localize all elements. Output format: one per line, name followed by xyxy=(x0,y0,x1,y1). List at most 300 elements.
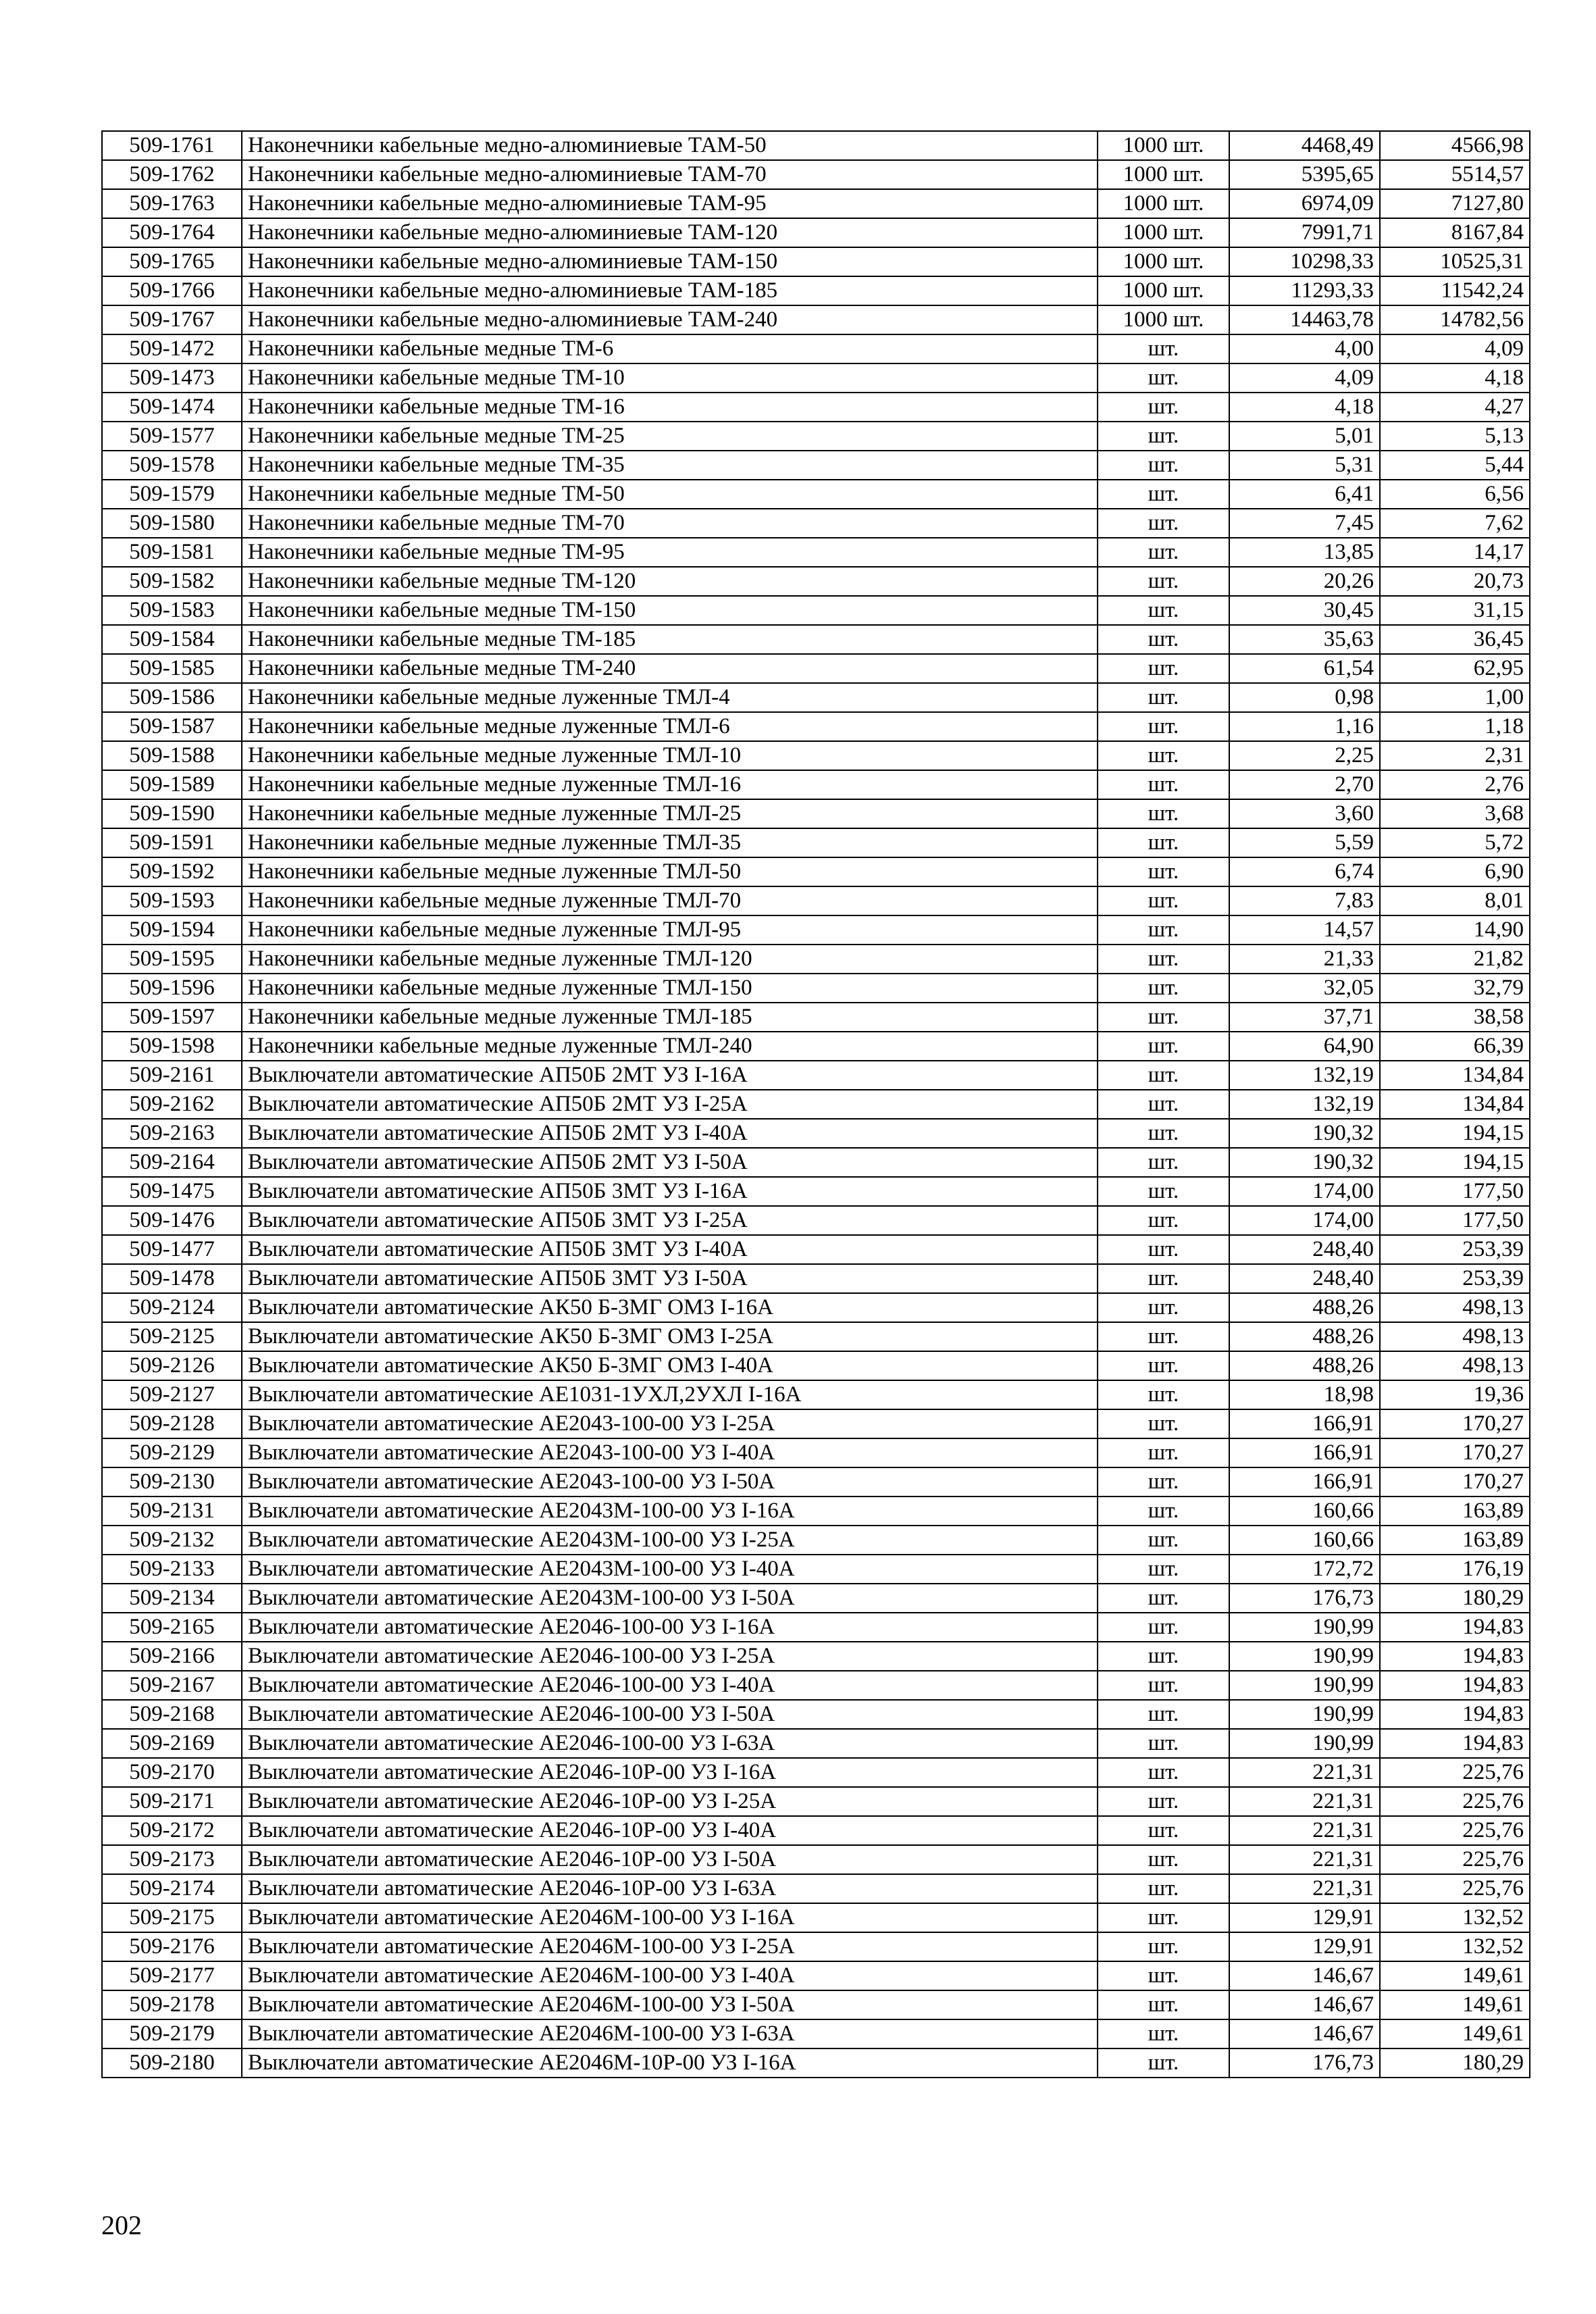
item-price-1: 160,66 xyxy=(1229,1526,1380,1555)
item-unit: 1000 шт. xyxy=(1098,218,1229,247)
item-name: Наконечники кабельные медные луженные ТМЛ-120 xyxy=(242,945,1098,974)
item-name: Наконечники кабельные медные ТМ-6 xyxy=(242,334,1098,363)
item-price-1: 6,74 xyxy=(1229,857,1380,886)
item-name: Наконечники кабельные медные ТМ-150 xyxy=(242,596,1098,625)
item-code: 509-1595 xyxy=(102,945,242,974)
item-name: Наконечники кабельные медно-алюминиевые ТАМ-240 xyxy=(242,305,1098,334)
item-unit: шт. xyxy=(1098,334,1229,363)
item-name: Наконечники кабельные медно-алюминиевые ТАМ-185 xyxy=(242,276,1098,305)
item-price-1: 21,33 xyxy=(1229,945,1380,974)
table-row xyxy=(102,160,1530,189)
item-unit: шт. xyxy=(1098,945,1229,974)
item-code: 509-1472 xyxy=(102,334,242,363)
item-price-1: 190,99 xyxy=(1229,1671,1380,1700)
item-unit: 1000 шт. xyxy=(1098,305,1229,334)
item-name: Выключатели автоматические АЕ2046-100-00 УЗ I-63А xyxy=(242,1729,1098,1758)
item-unit: 1000 шт. xyxy=(1098,247,1229,276)
table-row xyxy=(102,770,1530,799)
item-price-1: 6974,09 xyxy=(1229,189,1380,218)
table-row xyxy=(102,625,1530,654)
item-name: Выключатели автоматические АЕ2046-100-00 УЗ I-16А xyxy=(242,1613,1098,1642)
item-unit: шт. xyxy=(1098,1467,1229,1496)
item-price-2: 19,36 xyxy=(1380,1380,1530,1409)
item-price-2: 225,76 xyxy=(1380,1787,1530,1816)
item-name: Наконечники кабельные медные ТМ-10 xyxy=(242,363,1098,393)
table-row xyxy=(102,189,1530,218)
table-row xyxy=(102,567,1530,596)
item-price-2: 38,58 xyxy=(1380,1003,1530,1032)
item-unit: шт. xyxy=(1098,1380,1229,1409)
item-name: Выключатели автоматические АЕ2043М-100-00 УЗ I-40А xyxy=(242,1555,1098,1584)
item-price-1: 248,40 xyxy=(1229,1235,1380,1264)
item-code: 509-2166 xyxy=(102,1642,242,1671)
item-name: Наконечники кабельные медные луженные ТМЛ-6 xyxy=(242,712,1098,741)
item-price-1: 176,73 xyxy=(1229,2048,1380,2078)
item-price-1: 64,90 xyxy=(1229,1032,1380,1061)
item-code: 509-2179 xyxy=(102,2019,242,2048)
item-code: 509-1598 xyxy=(102,1032,242,1061)
page-number: 202 xyxy=(101,2210,142,2240)
item-code: 509-2165 xyxy=(102,1613,242,1642)
item-price-1: 174,00 xyxy=(1229,1206,1380,1235)
item-price-1: 488,26 xyxy=(1229,1351,1380,1380)
table-row xyxy=(102,712,1530,741)
item-unit: шт. xyxy=(1098,1845,1229,1874)
item-unit: шт. xyxy=(1098,1090,1229,1119)
item-price-2: 31,15 xyxy=(1380,596,1530,625)
item-name: Выключатели автоматические АЕ2046М-100-00 УЗ I-40А xyxy=(242,1961,1098,1990)
item-unit: шт. xyxy=(1098,915,1229,945)
item-price-2: 225,76 xyxy=(1380,1874,1530,1903)
table-row xyxy=(102,1961,1530,1990)
item-code: 509-2170 xyxy=(102,1758,242,1787)
item-price-1: 488,26 xyxy=(1229,1322,1380,1351)
table-row xyxy=(102,1409,1530,1438)
table-row xyxy=(102,2048,1530,2078)
item-name: Выключатели автоматические АЕ2046-10Р-00 УЗ I-50А xyxy=(242,1845,1098,1874)
item-price-1: 10298,33 xyxy=(1229,247,1380,276)
item-price-1: 190,99 xyxy=(1229,1729,1380,1758)
table-row xyxy=(102,915,1530,945)
table-row xyxy=(102,1874,1530,1903)
table-row xyxy=(102,363,1530,393)
item-name: Выключатели автоматические АЕ2046-10Р-00 УЗ I-63А xyxy=(242,1874,1098,1903)
item-code: 509-1477 xyxy=(102,1235,242,1264)
item-name: Выключатели автоматические АП50Б 2МТ УЗ I-16А xyxy=(242,1061,1098,1090)
item-price-2: 7,62 xyxy=(1380,509,1530,538)
item-unit: шт. xyxy=(1098,1496,1229,1526)
item-unit: шт. xyxy=(1098,1351,1229,1380)
item-name: Выключатели автоматические АП50Б 3МТ УЗ I-16А xyxy=(242,1177,1098,1206)
item-name: Наконечники кабельные медные луженные ТМЛ-240 xyxy=(242,1032,1098,1061)
item-name: Наконечники кабельные медные луженные ТМЛ-50 xyxy=(242,857,1098,886)
table-row xyxy=(102,305,1530,334)
item-price-2: 5514,57 xyxy=(1380,160,1530,189)
item-price-1: 13,85 xyxy=(1229,538,1380,567)
item-name: Наконечники кабельные медно-алюминиевые ТАМ-150 xyxy=(242,247,1098,276)
item-name: Выключатели автоматические АЕ2043-100-00 УЗ I-25А xyxy=(242,1409,1098,1438)
item-price-2: 177,50 xyxy=(1380,1177,1530,1206)
table-row xyxy=(102,945,1530,974)
item-name: Наконечники кабельные медные ТМ-240 xyxy=(242,654,1098,683)
item-price-2: 14782,56 xyxy=(1380,305,1530,334)
item-code: 509-1591 xyxy=(102,828,242,857)
item-name: Выключатели автоматические АЕ2046-100-00 УЗ I-50А xyxy=(242,1700,1098,1729)
item-price-1: 221,31 xyxy=(1229,1787,1380,1816)
item-price-2: 225,76 xyxy=(1380,1845,1530,1874)
table-row xyxy=(102,1642,1530,1671)
item-code: 509-1587 xyxy=(102,712,242,741)
item-unit: шт. xyxy=(1098,1642,1229,1671)
item-price-1: 146,67 xyxy=(1229,2019,1380,2048)
item-price-2: 8167,84 xyxy=(1380,218,1530,247)
item-price-2: 163,89 xyxy=(1380,1526,1530,1555)
table-row xyxy=(102,1380,1530,1409)
item-code: 509-2130 xyxy=(102,1467,242,1496)
item-code: 509-2125 xyxy=(102,1322,242,1351)
item-price-2: 5,72 xyxy=(1380,828,1530,857)
item-name: Наконечники кабельные медные луженные ТМЛ-16 xyxy=(242,770,1098,799)
item-price-2: 2,76 xyxy=(1380,770,1530,799)
item-code: 509-1474 xyxy=(102,393,242,422)
table-row xyxy=(102,1293,1530,1322)
item-price-2: 10525,31 xyxy=(1380,247,1530,276)
item-name: Наконечники кабельные медные луженные ТМЛ-35 xyxy=(242,828,1098,857)
item-code: 509-2162 xyxy=(102,1090,242,1119)
table-row xyxy=(102,857,1530,886)
item-price-2: 149,61 xyxy=(1380,1990,1530,2019)
item-code: 509-2176 xyxy=(102,1932,242,1961)
item-price-1: 248,40 xyxy=(1229,1264,1380,1293)
item-code: 509-1589 xyxy=(102,770,242,799)
table-row xyxy=(102,1264,1530,1293)
item-price-2: 194,15 xyxy=(1380,1119,1530,1148)
item-price-1: 129,91 xyxy=(1229,1932,1380,1961)
item-price-2: 498,13 xyxy=(1380,1322,1530,1351)
item-price-1: 172,72 xyxy=(1229,1555,1380,1584)
item-price-1: 2,70 xyxy=(1229,770,1380,799)
item-price-2: 36,45 xyxy=(1380,625,1530,654)
table-row xyxy=(102,2019,1530,2048)
item-code: 509-1590 xyxy=(102,799,242,828)
item-unit: шт. xyxy=(1098,886,1229,915)
item-price-1: 160,66 xyxy=(1229,1496,1380,1526)
item-code: 509-1478 xyxy=(102,1264,242,1293)
item-name: Наконечники кабельные медные луженные ТМЛ-185 xyxy=(242,1003,1098,1032)
item-price-2: 66,39 xyxy=(1380,1032,1530,1061)
item-price-2: 4,09 xyxy=(1380,334,1530,363)
item-price-1: 190,99 xyxy=(1229,1700,1380,1729)
item-name: Выключатели автоматические АЕ2046М-100-00 УЗ I-16А xyxy=(242,1903,1098,1932)
item-unit: шт. xyxy=(1098,1526,1229,1555)
item-price-1: 5395,65 xyxy=(1229,160,1380,189)
table-row xyxy=(102,1903,1530,1932)
item-price-1: 132,19 xyxy=(1229,1090,1380,1119)
item-name: Выключатели автоматические АЕ2043М-100-00 УЗ I-16А xyxy=(242,1496,1098,1526)
item-unit: шт. xyxy=(1098,1700,1229,1729)
item-price-1: 5,01 xyxy=(1229,422,1380,451)
item-unit: шт. xyxy=(1098,1613,1229,1642)
table-row xyxy=(102,131,1530,160)
item-price-1: 174,00 xyxy=(1229,1177,1380,1206)
item-unit: шт. xyxy=(1098,625,1229,654)
item-name: Выключатели автоматические АП50Б 2МТ УЗ I-40А xyxy=(242,1119,1098,1148)
item-code: 509-2129 xyxy=(102,1438,242,1467)
item-price-1: 190,99 xyxy=(1229,1642,1380,1671)
item-price-2: 4,18 xyxy=(1380,363,1530,393)
item-price-2: 170,27 xyxy=(1380,1409,1530,1438)
table-row xyxy=(102,741,1530,770)
item-price-2: 194,83 xyxy=(1380,1700,1530,1729)
table-row xyxy=(102,654,1530,683)
item-code: 509-2128 xyxy=(102,1409,242,1438)
item-price-2: 5,44 xyxy=(1380,451,1530,480)
item-unit: шт. xyxy=(1098,712,1229,741)
item-unit: шт. xyxy=(1098,451,1229,480)
table-row xyxy=(102,1932,1530,1961)
item-price-2: 7127,80 xyxy=(1380,189,1530,218)
item-name: Выключатели автоматические АЕ2046-100-00 УЗ I-40А xyxy=(242,1671,1098,1700)
table-row xyxy=(102,1729,1530,1758)
item-code: 509-2172 xyxy=(102,1816,242,1845)
table-row xyxy=(102,393,1530,422)
item-unit: шт. xyxy=(1098,857,1229,886)
item-code: 509-1767 xyxy=(102,305,242,334)
table-row xyxy=(102,480,1530,509)
item-price-1: 146,67 xyxy=(1229,1990,1380,2019)
item-price-1: 488,26 xyxy=(1229,1293,1380,1322)
table-row xyxy=(102,1816,1530,1845)
item-name: Выключатели автоматические АП50Б 2МТ УЗ I-50А xyxy=(242,1148,1098,1177)
item-unit: шт. xyxy=(1098,1264,1229,1293)
item-name: Наконечники кабельные медные луженные ТМЛ-10 xyxy=(242,741,1098,770)
item-unit: шт. xyxy=(1098,363,1229,393)
item-name: Выключатели автоматические АП50Б 3МТ УЗ I-25А xyxy=(242,1206,1098,1235)
table-row xyxy=(102,1613,1530,1642)
item-unit: шт. xyxy=(1098,2019,1229,2048)
item-code: 509-2173 xyxy=(102,1845,242,1874)
item-code: 509-1597 xyxy=(102,1003,242,1032)
item-unit: шт. xyxy=(1098,654,1229,683)
item-unit: шт. xyxy=(1098,1293,1229,1322)
item-price-2: 194,83 xyxy=(1380,1729,1530,1758)
item-unit: шт. xyxy=(1098,1003,1229,1032)
item-code: 509-1581 xyxy=(102,538,242,567)
item-unit: шт. xyxy=(1098,1409,1229,1438)
item-price-2: 6,56 xyxy=(1380,480,1530,509)
item-code: 509-2167 xyxy=(102,1671,242,1700)
item-code: 509-1579 xyxy=(102,480,242,509)
item-price-1: 166,91 xyxy=(1229,1467,1380,1496)
item-code: 509-1592 xyxy=(102,857,242,886)
item-unit: шт. xyxy=(1098,1729,1229,1758)
item-price-1: 132,19 xyxy=(1229,1061,1380,1090)
item-name: Наконечники кабельные медные ТМ-185 xyxy=(242,625,1098,654)
item-price-1: 14,57 xyxy=(1229,915,1380,945)
item-name: Выключатели автоматические АЕ1031-1УХЛ,2УХЛ I-16А xyxy=(242,1380,1098,1409)
table-row xyxy=(102,1467,1530,1496)
table-row xyxy=(102,1090,1530,1119)
item-name: Выключатели автоматические АЕ2046М-10Р-00 УЗ I-16А xyxy=(242,2048,1098,2078)
item-price-1: 221,31 xyxy=(1229,1758,1380,1787)
item-price-2: 32,79 xyxy=(1380,974,1530,1003)
item-price-1: 4,09 xyxy=(1229,363,1380,393)
item-unit: шт. xyxy=(1098,538,1229,567)
item-unit: шт. xyxy=(1098,1961,1229,1990)
item-code: 509-1593 xyxy=(102,886,242,915)
item-code: 509-2133 xyxy=(102,1555,242,1584)
item-price-1: 5,31 xyxy=(1229,451,1380,480)
item-price-2: 498,13 xyxy=(1380,1351,1530,1380)
item-price-2: 253,39 xyxy=(1380,1235,1530,1264)
item-price-2: 62,95 xyxy=(1380,654,1530,683)
item-name: Наконечники кабельные медные луженные ТМЛ-4 xyxy=(242,683,1098,712)
item-code: 509-1588 xyxy=(102,741,242,770)
item-code: 509-2175 xyxy=(102,1903,242,1932)
item-price-2: 2,31 xyxy=(1380,741,1530,770)
table-row xyxy=(102,247,1530,276)
item-price-2: 225,76 xyxy=(1380,1758,1530,1787)
table-row xyxy=(102,1990,1530,2019)
item-price-2: 163,89 xyxy=(1380,1496,1530,1526)
table-row xyxy=(102,1322,1530,1351)
item-name: Выключатели автоматические АК50 Б-3МГ ОМЗ I-40А xyxy=(242,1351,1098,1380)
item-unit: шт. xyxy=(1098,770,1229,799)
item-price-1: 18,98 xyxy=(1229,1380,1380,1409)
table-row xyxy=(102,276,1530,305)
item-code: 509-1585 xyxy=(102,654,242,683)
item-unit: шт. xyxy=(1098,741,1229,770)
item-price-2: 4566,98 xyxy=(1380,131,1530,160)
item-unit: шт. xyxy=(1098,1816,1229,1845)
item-price-2: 6,90 xyxy=(1380,857,1530,886)
item-code: 509-1765 xyxy=(102,247,242,276)
item-unit: шт. xyxy=(1098,567,1229,596)
item-code: 509-2178 xyxy=(102,1990,242,2019)
item-price-2: 132,52 xyxy=(1380,1903,1530,1932)
item-code: 509-1584 xyxy=(102,625,242,654)
item-code: 509-2163 xyxy=(102,1119,242,1148)
item-name: Наконечники кабельные медные ТМ-70 xyxy=(242,509,1098,538)
item-name: Выключатели автоматические АЕ2046-100-00 УЗ I-25А xyxy=(242,1642,1098,1671)
item-name: Выключатели автоматические АЕ2046М-100-00 УЗ I-50А xyxy=(242,1990,1098,2019)
item-unit: 1000 шт. xyxy=(1098,160,1229,189)
item-unit: шт. xyxy=(1098,393,1229,422)
item-code: 509-2174 xyxy=(102,1874,242,1903)
item-name: Выключатели автоматические АЕ2043М-100-00 УЗ I-25А xyxy=(242,1526,1098,1555)
item-code: 509-2124 xyxy=(102,1293,242,1322)
price-table-body xyxy=(102,131,1530,2078)
item-code: 509-1476 xyxy=(102,1206,242,1235)
item-unit: 1000 шт. xyxy=(1098,131,1229,160)
item-unit: шт. xyxy=(1098,2048,1229,2078)
item-unit: шт. xyxy=(1098,1148,1229,1177)
item-unit: шт. xyxy=(1098,1787,1229,1816)
item-price-2: 134,84 xyxy=(1380,1061,1530,1090)
item-code: 509-1761 xyxy=(102,131,242,160)
item-name: Выключатели автоматические АЕ2043М-100-00 УЗ I-50А xyxy=(242,1584,1098,1613)
item-price-1: 221,31 xyxy=(1229,1845,1380,1874)
item-price-1: 146,67 xyxy=(1229,1961,1380,1990)
item-price-1: 5,59 xyxy=(1229,828,1380,857)
item-price-1: 2,25 xyxy=(1229,741,1380,770)
table-row xyxy=(102,1555,1530,1584)
table-row xyxy=(102,1584,1530,1613)
table-row xyxy=(102,218,1530,247)
table-row xyxy=(102,334,1530,363)
item-code: 509-2164 xyxy=(102,1148,242,1177)
item-name: Наконечники кабельные медные луженные ТМЛ-25 xyxy=(242,799,1098,828)
item-price-2: 14,17 xyxy=(1380,538,1530,567)
item-price-1: 190,32 xyxy=(1229,1148,1380,1177)
item-price-2: 177,50 xyxy=(1380,1206,1530,1235)
item-unit: шт. xyxy=(1098,1061,1229,1090)
item-code: 509-2171 xyxy=(102,1787,242,1816)
item-price-1: 61,54 xyxy=(1229,654,1380,683)
item-price-1: 190,32 xyxy=(1229,1119,1380,1148)
item-price-1: 11293,33 xyxy=(1229,276,1380,305)
item-code: 509-1473 xyxy=(102,363,242,393)
item-code: 509-1580 xyxy=(102,509,242,538)
item-name: Выключатели автоматические АЕ2046-10Р-00 УЗ I-40А xyxy=(242,1816,1098,1845)
item-price-2: 1,00 xyxy=(1380,683,1530,712)
item-code: 509-1583 xyxy=(102,596,242,625)
item-unit: шт. xyxy=(1098,974,1229,1003)
item-price-2: 5,13 xyxy=(1380,422,1530,451)
item-price-2: 11542,24 xyxy=(1380,276,1530,305)
item-unit: шт. xyxy=(1098,799,1229,828)
item-name: Наконечники кабельные медные луженные ТМЛ-70 xyxy=(242,886,1098,915)
item-name: Наконечники кабельные медно-алюминиевые ТАМ-50 xyxy=(242,131,1098,160)
item-name: Выключатели автоматические АП50Б 3МТ УЗ I-40А xyxy=(242,1235,1098,1264)
item-price-1: 35,63 xyxy=(1229,625,1380,654)
item-code: 509-2161 xyxy=(102,1061,242,1090)
table-row xyxy=(102,1061,1530,1090)
table-row xyxy=(102,1671,1530,1700)
item-price-1: 221,31 xyxy=(1229,1816,1380,1845)
item-name: Наконечники кабельные медно-алюминиевые ТАМ-70 xyxy=(242,160,1098,189)
item-code: 509-1596 xyxy=(102,974,242,1003)
item-name: Выключатели автоматические АЕ2046М-100-00 УЗ I-25А xyxy=(242,1932,1098,1961)
item-price-1: 176,73 xyxy=(1229,1584,1380,1613)
item-name: Выключатели автоматические АК50 Б-3МГ ОМЗ I-16А xyxy=(242,1293,1098,1322)
item-price-2: 170,27 xyxy=(1380,1438,1530,1467)
item-code: 509-2168 xyxy=(102,1700,242,1729)
item-price-2: 170,27 xyxy=(1380,1467,1530,1496)
item-price-1: 166,91 xyxy=(1229,1438,1380,1467)
item-unit: шт. xyxy=(1098,509,1229,538)
item-code: 509-1764 xyxy=(102,218,242,247)
item-unit: шт. xyxy=(1098,1671,1229,1700)
item-price-1: 7,83 xyxy=(1229,886,1380,915)
table-row xyxy=(102,1438,1530,1467)
table-row xyxy=(102,683,1530,712)
item-price-2: 498,13 xyxy=(1380,1293,1530,1322)
table-row xyxy=(102,596,1530,625)
item-price-2: 176,19 xyxy=(1380,1555,1530,1584)
item-code: 509-2126 xyxy=(102,1351,242,1380)
item-price-2: 253,39 xyxy=(1380,1264,1530,1293)
item-price-1: 129,91 xyxy=(1229,1903,1380,1932)
item-unit: шт. xyxy=(1098,1932,1229,1961)
table-row xyxy=(102,1700,1530,1729)
item-price-2: 14,90 xyxy=(1380,915,1530,945)
table-row xyxy=(102,828,1530,857)
item-price-1: 14463,78 xyxy=(1229,305,1380,334)
table-row xyxy=(102,1845,1530,1874)
item-unit: шт. xyxy=(1098,1555,1229,1584)
item-unit: 1000 шт. xyxy=(1098,189,1229,218)
